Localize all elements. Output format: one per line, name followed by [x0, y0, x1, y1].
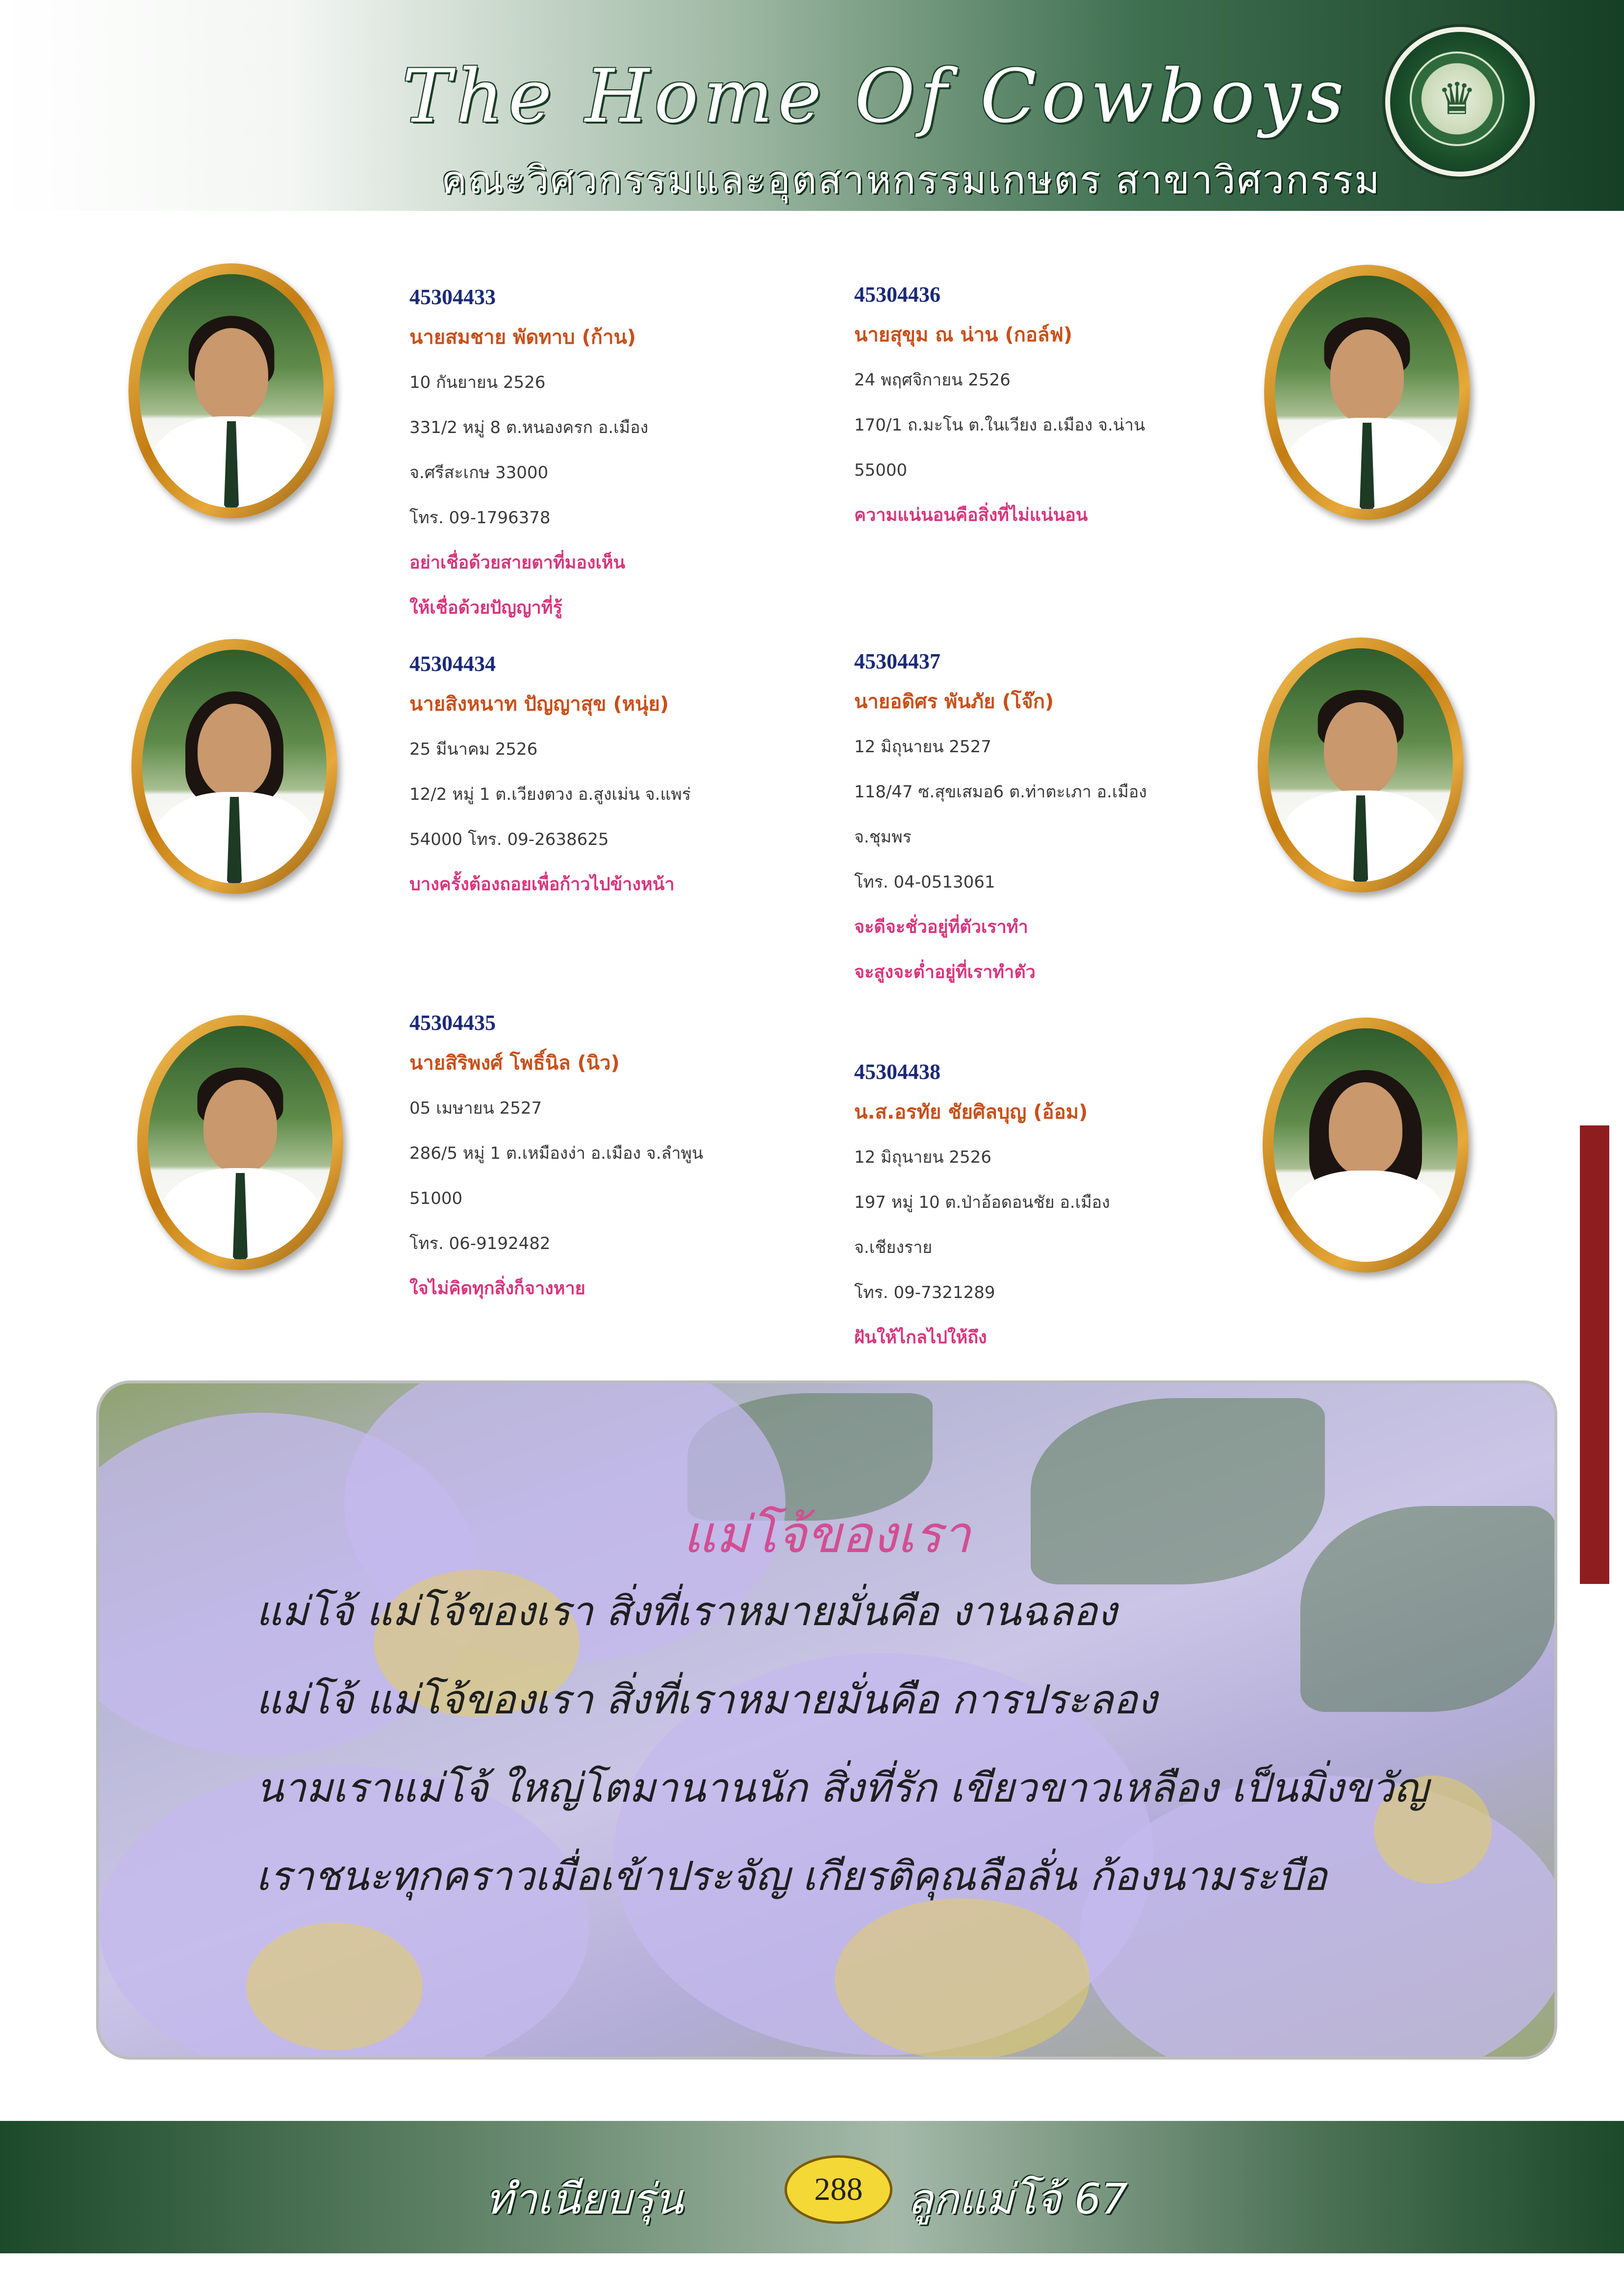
- student-photo-frame: [131, 639, 337, 894]
- student-id: 45304438: [854, 1060, 940, 1084]
- student-card: [409, 280, 851, 631]
- student-id: 45304437: [854, 649, 940, 673]
- anthem-line: แม่โจ้ แม่โจ้ของเรา สิ่งที่เราหมายมั่นคือ งานฉลอง: [256, 1588, 1117, 1635]
- student-name: นายอดิศร พันภัย (โจ๊ก): [854, 690, 1054, 713]
- student-address: 197 หมู่ 10 ต.ป่าอ้อดอนชัย อ.เมือง: [854, 1193, 1110, 1212]
- student-photo-frame: [137, 1015, 343, 1270]
- student-birthdate: 12 มิถุนายน 2527: [854, 737, 991, 757]
- anthem-line: แม่โจ้ แม่โจ้ของเรา สิ่งที่เราหมายมั่นคือ การประลอง: [256, 1677, 1157, 1723]
- student-address: 170/1 ถ.มะโน ต.ในเวียง อ.เมือง จ.น่าน: [854, 415, 1145, 435]
- student-motto: ฝันให้ไกลไปให้ถึง: [854, 1327, 987, 1348]
- page-header: [0, 0, 1624, 211]
- student-photo-frame: [128, 263, 334, 518]
- student-name: นายสุขุม ณ น่าน (กอล์ฟ): [854, 324, 1073, 346]
- student-birthdate: 12 มิถุนายน 2526: [854, 1148, 991, 1167]
- student-photo: [139, 274, 324, 508]
- student-photo: [1273, 1028, 1458, 1262]
- student-name: นายสมชาย พัดทาบ (ก้าน): [409, 326, 636, 349]
- student-motto: บางครั้งต้องถอยเพื่อก้าวไปข้างหน้า: [409, 874, 675, 894]
- student-card: [854, 277, 1295, 538]
- seal-inner-ring: [1410, 51, 1504, 146]
- student-card: [409, 1005, 851, 1311]
- student-address-cont: จ.ศรีสะเกษ 33000: [409, 463, 549, 483]
- flower-center: [246, 1923, 423, 2050]
- student-name: นายสิริพงศ์ โพธิ์นิล (นิว): [409, 1052, 620, 1074]
- student-id: 45304434: [409, 652, 496, 676]
- student-motto: ความแน่นอนคือสิ่งที่ไม่แน่นอน: [854, 505, 1088, 525]
- student-address-cont: 51000: [409, 1189, 463, 1208]
- student-motto: จะสูงจะต่ำอยู่ที่เราทำตัว: [854, 962, 1036, 982]
- student-card: [854, 644, 1295, 995]
- student-motto: จะดีจะชั่วอยู่ที่ตัวเราทำ: [854, 917, 1028, 937]
- header-title: The Home Of Cowboys: [402, 54, 1349, 139]
- student-motto: ให้เชื่อด้วยปัญญาที่รู้: [409, 598, 562, 618]
- student-photo: [1275, 276, 1459, 509]
- student-name: น.ส.อรทัย ชัยศิลบุญ (อ้อม): [854, 1101, 1088, 1123]
- page-footer: [0, 2121, 1624, 2253]
- student-birthdate: 24 พฤศจิกายน 2526: [854, 370, 1011, 390]
- university-seal-icon: [1385, 27, 1535, 177]
- student-address-cont: จ.ชุมพร: [854, 827, 912, 847]
- student-address-cont: 55000: [854, 460, 908, 480]
- decorative-side-bar: [1580, 1125, 1609, 1584]
- anthem-title: แม่โจ้ของเรา: [683, 1504, 971, 1564]
- student-id: 45304433: [409, 285, 496, 309]
- student-phone: โทร. 04-0513061: [854, 872, 995, 892]
- student-birthdate: 25 มีนาคม 2526: [409, 740, 538, 759]
- student-name: นายสิงหนาท ปัญญาสุข (หนุ่ย): [409, 693, 669, 715]
- student-address-cont: จ.เชียงราย: [854, 1238, 933, 1257]
- flower-center: [835, 1898, 1090, 2060]
- student-address: 286/5 หมู่ 1 ต.เหมืองง่า อ.เมือง จ.ลำพูน: [409, 1144, 704, 1163]
- student-photo: [142, 650, 327, 883]
- student-phone: โทร. 06-9192482: [409, 1234, 551, 1253]
- student-phone: โทร. 09-1796378: [409, 508, 551, 528]
- footer-class-label: ลูกแม่โจ้ 67: [907, 2175, 1128, 2224]
- student-photo: [1269, 648, 1453, 882]
- anthem-line: นามเราแม่โจ้ ใหญ่โตมานานนัก สิ่งที่รัก เขียวขาวเหลือง เป็นมิ่งขวัญ: [256, 1765, 1428, 1811]
- student-address: 12/2 หมู่ 1 ต.เวียงตวง อ.สูงเม่น จ.แพร่: [409, 785, 691, 804]
- student-phone: โทร. 09-7321289: [854, 1283, 995, 1302]
- footer-yearbook-label: ทำเนียบรุ่น: [485, 2175, 684, 2224]
- anthem-panel: [96, 1380, 1557, 2060]
- student-birthdate: 05 เมษายน 2527: [409, 1098, 542, 1118]
- header-subtitle: คณะวิศวกรรมและอุตสาหกรรมเกษตร สาขาวิศวกรรม: [441, 158, 1381, 203]
- student-address: 118/47 ซ.สุขเสมอ6 ต.ท่าตะเภา อ.เมือง: [854, 782, 1147, 802]
- student-card: [409, 646, 851, 907]
- student-photo: [148, 1026, 332, 1259]
- student-address-phone: 54000 โทร. 09-2638625: [409, 830, 609, 849]
- student-card: [854, 1054, 1295, 1360]
- student-birthdate: 10 กันยายน 2526: [409, 373, 546, 392]
- student-motto: ใจไม่คิดทุกสิ่งก็จางหาย: [409, 1278, 585, 1299]
- anthem-line: เราชนะทุกคราวเมื่อเข้าประจัญ เกียรติคุณลือลั่น ก้องนามระบือ: [256, 1853, 1327, 1900]
- student-id: 45304436: [854, 282, 940, 306]
- page-number-badge: 288: [785, 2155, 892, 2224]
- student-address: 331/2 หมู่ 8 ต.หนองครก อ.เมือง: [409, 418, 649, 437]
- student-motto: อย่าเชื่อด้วยสายตาที่มองเห็น: [409, 553, 626, 573]
- student-id: 45304435: [409, 1011, 496, 1035]
- seal-emblem-icon: ♛: [1437, 75, 1477, 124]
